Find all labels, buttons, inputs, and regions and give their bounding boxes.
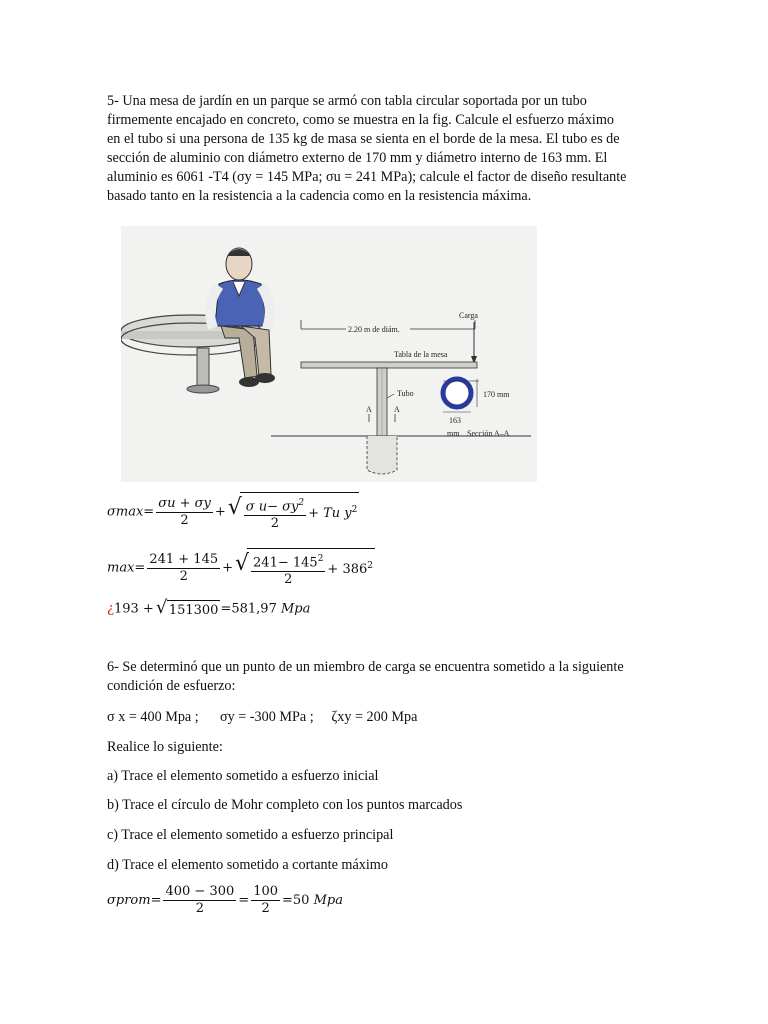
problem-5-text [107, 92, 667, 206]
task-item: a) Trace el elemento sometido a esfuerzo inicial [107, 768, 379, 784]
task-item: d) Trace el elemento sometido a cortante máximo [107, 857, 388, 873]
problem-5-line: firmemente encajado en concreto, como se muestra en la fig. Calcule el esfuerzo máximo [107, 112, 614, 128]
section-mark-a: A [366, 405, 372, 414]
square-root: √ 151300 [155, 597, 219, 618]
denominator: 2 [261, 901, 270, 916]
problem-6-line: 6- Se determinó que un punto de un miembro de carga se encuentra sometido a la siguiente [107, 659, 624, 675]
problem-5-line: sección de aluminio con diámetro externo de 170 mm y diámetro interno de 163 mm. El [107, 150, 608, 166]
task-item: c) Trace el elemento sometido a esfuerzo principal [107, 827, 394, 843]
formula-sigma-max: σmax= $\frac{\sigma u + \sigma y}{2}$ + √ $\frac{\sigma u- \sigma y^2}{2}$ + Tu $y^2$ [107, 492, 359, 532]
numerator: 400 − 300 [165, 884, 235, 899]
formula-max-numeric: max= $\frac{241 + 145}{2}$ + √ $\frac{241- 145^2}{2}$ + $386^2$ [107, 548, 375, 588]
problem-5-line: en el tubo si una persona de 135 kg de masa se sienta en el borde de la mesa. El tubo es de [107, 131, 620, 147]
unknown-symbol: ¿ [107, 601, 114, 617]
formula-lhs: σmax [107, 504, 144, 520]
engineering-diagram [271, 311, 531, 474]
numerator: 100 [253, 884, 279, 899]
instructions: Realice lo siguiente: [107, 739, 223, 755]
result-unit: Mpa [281, 601, 311, 617]
task-item: b) Trace el círculo de Mohr completo con los puntos marcados [107, 797, 463, 813]
formula-sigma-prom: σprom= $\frac{400 - 300}{2}$ = $\frac{100}{2}$ =50 Mpa [107, 884, 343, 916]
fraction [163, 884, 236, 917]
fraction [251, 884, 280, 917]
numerator: σu + σy [158, 495, 211, 511]
exponent: 2 [298, 498, 305, 508]
person-illustration [121, 248, 275, 393]
tubo-label: Tubo [397, 389, 414, 398]
table-figure [121, 226, 537, 482]
exponent: 2 [367, 560, 373, 571]
problem-5-line: aluminio es 6061 -T4 (σy = 145 MPa; σu = 241 MPa); calcule el factor de diseño resultante [107, 169, 627, 185]
formula-lhs: σprom [107, 893, 151, 908]
problem-5-line: 5- Una mesa de jardín en un parque se armó con tabla circular soportada por un tubo [107, 93, 587, 109]
inner-diameter-unit: mm [447, 429, 460, 438]
section-mark-a: A [394, 405, 400, 414]
diameter-label: 2.20 m de diám. [348, 325, 400, 334]
result-unit: Mpa [313, 893, 343, 908]
stress-conditions: σ x = 400 Mpa ; σy = -300 MPa ; ζxy = 200 Mpa [107, 709, 418, 725]
denominator: 2 [284, 572, 293, 588]
numerator: 241− 145 [253, 555, 318, 571]
numerator: 241 + 145 [149, 551, 219, 567]
square-root: √ $\frac{\sigma u- \sigma y^2}{2}$ + Tu $y^2$ [228, 492, 360, 532]
exponent: 2 [317, 554, 324, 564]
formula-lhs: max [107, 560, 135, 576]
problem-5-line: basado tanto en la resistencia a la cadencia como en la resistencia máxima. [107, 188, 532, 204]
inner-diameter-label: 163 [449, 416, 461, 425]
formula-tail: + 386 [327, 562, 368, 578]
result-value: =50 [282, 893, 310, 908]
denominator: 2 [179, 568, 188, 584]
fraction [156, 496, 213, 529]
numerator: σ u− σy [245, 499, 299, 515]
result-value: =581,97 [220, 601, 277, 617]
fraction [251, 551, 325, 588]
fraction [244, 495, 306, 532]
outer-diameter-label: 170 mm [483, 390, 510, 399]
denominator: 2 [180, 512, 189, 528]
problem-6-text [107, 658, 667, 696]
denominator: 2 [270, 516, 280, 532]
fraction [147, 552, 220, 585]
denominator: 2 [195, 901, 205, 916]
table-diagram [121, 226, 537, 482]
tabla-label: Tabla de la mesa [394, 350, 448, 359]
section-title: Sección A–A [467, 429, 510, 438]
formula-result [107, 597, 311, 618]
carga-label: Carga [459, 311, 478, 320]
formula-term: 193 + [113, 601, 154, 617]
square-root: √ $\frac{241- 145^2}{2}$ + $386^2$ [235, 548, 375, 588]
exponent: 2 [351, 504, 358, 515]
formula-tail: + Tu y [308, 506, 352, 522]
problem-6-line: condición de esfuerzo: [107, 678, 236, 694]
radicand: 151300 [167, 600, 221, 618]
